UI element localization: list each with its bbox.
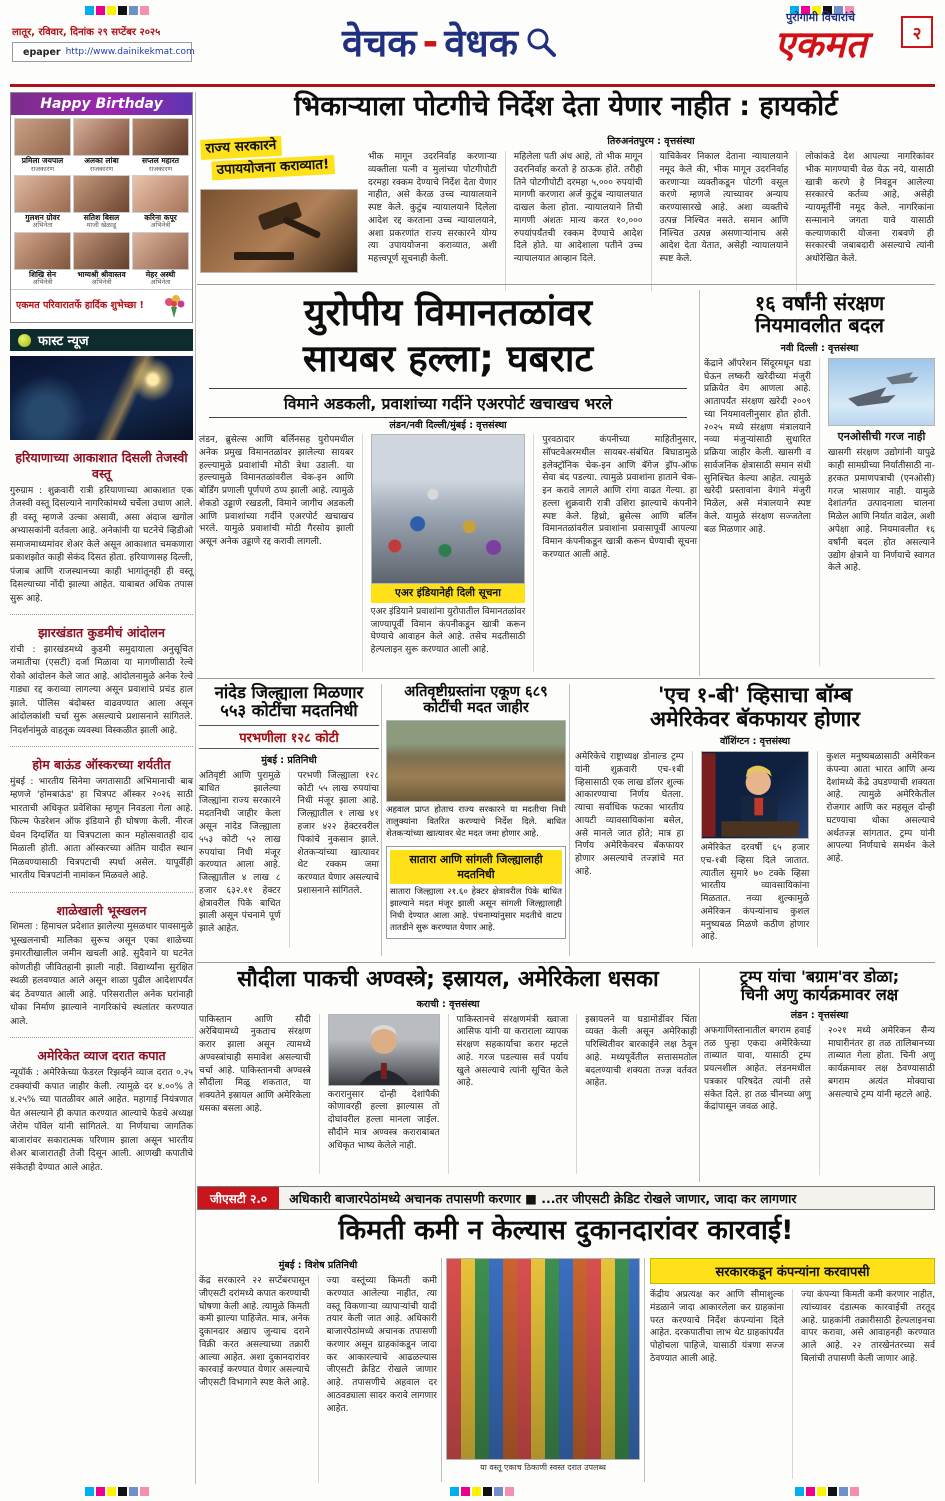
birthday-cell	[14, 175, 71, 230]
article6-column: कुशल मनुष्यबळासाठी अमेरिकन कंपन्या आता भारत आणि अन्य देशांमध्ये केंद्रे उघडण्याची शक्यता आहे. त्यामुळे अमेरिकेतील रोजगार आणि कर महसूल दोन्ही घटण्याचा धोका असल्याचे अर्थतज्ज्ञ सांगतात. ट्रम्प यांनी आपल्या निर्णयाचे समर्थन केले आहे.	[817, 751, 935, 947]
birthday-name: सतिश बिसल	[83, 212, 120, 222]
fast-news-item	[10, 625, 193, 747]
birthday-role: अभिनेत्री	[150, 221, 171, 230]
birthday-role: अभिनेता	[32, 221, 53, 230]
article6-headline-line2: अमेरिकेवर बॅकफायर होणार	[650, 706, 860, 731]
header-rule	[10, 84, 935, 87]
flood-photo	[386, 720, 566, 802]
birthday-cell	[132, 175, 189, 230]
airport-crowd-photo	[371, 434, 526, 584]
article2-column: पुरवठादार कंपनीच्या माहितीनुसार, सॉफ्टवेअरमधील सायबर-संबंधित बिघाडामुळे इलेक्ट्रॉनिक चेक-इन आणि बॅगेज ड्रॉप-ऑफ सेवा बंद पडल्या. त्यामुळे प्रवाशांना हाताने चेक-इन करावे लागले आणि रांगा वाढत गेल्या. हा हल्ला शुक्रवारी रात्री उशिरा झाल्याचे कंपनीने स्पष्ट केले. हिथ्रो, ब्रुसेल्स आणि बर्लिन विमानतळांवरील प्रवाशांना प्रवासापूर्वी आपल्या विमान कंपनीकडून खात्री करून घेण्याची सूचना करण्यात आली आहे.	[533, 434, 697, 672]
page-number: २	[901, 16, 933, 48]
birthday-name: प्रमिला जयपाल	[21, 156, 64, 165]
fast-news-item	[10, 1048, 193, 1183]
fast-news-headline: हरियाणाच्या आकाशात दिसली तेजस्वी वस्तू	[15, 450, 188, 481]
birthday-photo	[73, 175, 130, 213]
section-rule	[197, 284, 935, 285]
article2-headline-line1: युरोपीय विमानतळांवर	[303, 291, 592, 334]
article1-promo	[200, 138, 358, 273]
fast-news-item	[10, 903, 193, 1039]
gst-label: जीएसटी २.०	[198, 1187, 279, 1209]
gavel-photo	[200, 189, 358, 273]
article2-dateline: लंडन/नवी दिल्ली/मुंबई : वृत्तसंस्था	[389, 420, 507, 431]
article7-column: पाकिस्तानचे संरक्षणमंत्री ख्वाजा आसिफ यांनी या कराराला व्यापक संरक्षण सहकार्याचा करार म्हटले आहे. गरज पडल्यास सर्व पर्याय खुले असल्याचे त्यांनी सूचित केले आहे.	[448, 1014, 569, 1174]
article1-highlight-line2: उपाययोजना कराव्यात!	[211, 155, 334, 181]
birthday-name: शिखि सेन	[29, 269, 56, 279]
article7	[199, 968, 697, 1174]
birthday-box	[10, 92, 193, 323]
article8-headline-line1: ट्रम्प यांचा 'बग्राम'वर डोळा;	[739, 967, 900, 986]
article2-deck: विमाने अडकली, प्रवाशांच्या गर्दीने एअरपोर्ट खचाखच भरले	[209, 388, 687, 418]
color-registration-strip	[85, 1487, 149, 1496]
fast-news-body: शिमला : हिमाचल प्रदेशात झालेल्या मुसळधार पावसामुळे भूस्खलनाची मालिका सुरूच असून एका शाळेच्या इमारतीखालील जमीन खचली आहे. सुदैवाने या घटनेत कोणतीही जीवितहानी झाली नाही. विद्यार्थ्यांना सुरक्षित स्थळी हलवण्यात आले असून शाळा पुढील आदेशापर्यंत बंद ठेवण्यात आली आहे. परिसरातील अनेक घरांनाही धोका निर्माण झाल्याने नागरिकांचे स्थलांतर करण्यात आले.	[10, 922, 193, 1027]
supermarket-photo	[446, 1258, 640, 1460]
article2-headline-line2: सायबर हल्ला; घबराट	[302, 337, 594, 380]
article9-column: केंद्रीय अप्रत्यक्ष कर आणि सीमाशुल्क मंडळाने जादा आकारलेला कर ग्राहकांना परत करण्याचे निर्देश कंपन्यांना दिले आहेत. दरकपातीचा लाभ थेट ग्राहकांपर्यंत पोहोचला पाहिजे, यासाठी यंत्रणा सज्ज ठेवण्यात आली आहे.	[650, 1290, 784, 1364]
birthday-photo	[132, 232, 189, 270]
fast-news-item	[10, 757, 193, 893]
birthday-name: सप्तल महारत	[141, 156, 180, 165]
article6	[575, 684, 935, 947]
color-registration-strip	[85, 6, 149, 15]
article7-image-column	[319, 1014, 440, 1174]
gavel-icon	[201, 190, 357, 272]
gst-strip	[197, 1186, 935, 1210]
satara-box	[386, 846, 566, 939]
person-at-desk-icon	[702, 752, 809, 838]
article8	[704, 968, 935, 1175]
article6-column: अमेरिकेचे राष्ट्राध्यक्ष डोनाल्ड ट्रम्प यांनी शुक्रवारी एच-१बी व्हिसासाठी एक लाख डॉलर शुल्क आकारण्याचा निर्णय घेतला. त्याचा सर्वाधिक फटका भारतीय आयटी व्यावसायिकांना बसेल, असे मानले जात होते; मात्र हा निर्णय अमेरिकेवरच बॅकफायर होणार असल्याचे तज्ज्ञांचे मत आहे.	[575, 752, 684, 877]
section-rule	[197, 678, 935, 679]
birthday-name: भाग्यश्री श्रीवास्तव	[77, 269, 126, 279]
edition-date-line: लातूर, रविवार, दिनांक २९ सप्टेंबर २०२५	[12, 27, 161, 38]
birthday-name: गुलशन ग्रोवर	[25, 212, 60, 222]
section-title-left: वेचक	[342, 21, 417, 65]
article8-column: २०२१ मध्ये अमेरिकन सैन्य माघारीनंतर हा तळ तालिबानच्या ताब्यात गेला होता. चिनी अणु कार्यक्रमावर लक्ष ठेवण्यासाठी बगराम अत्यंत मोक्याचा असल्याचे ट्रम्प यांनी म्हटले आहे.	[819, 1025, 935, 1175]
color-registration-strip	[795, 1487, 859, 1496]
birthday-role: राजकारण	[148, 164, 173, 173]
fast-news-headline: झारखंडात कुडमीचं आंदोलन	[38, 625, 165, 641]
birthday-photo	[73, 232, 130, 270]
fighter-jet-photo	[828, 358, 935, 426]
column-divider	[699, 290, 700, 676]
brand-name: एकमत	[774, 22, 867, 66]
flower-bouquet-icon	[161, 293, 187, 319]
article3-headline-line2: नियमावलीत बदल	[755, 313, 884, 338]
article8-dateline: लंडन : वृत्तसंस्था	[790, 1009, 849, 1021]
birthday-cell	[73, 175, 130, 230]
fast-news-body: मुंबई : भारतीय सिनेमा जगतासाठी अभिमानाची बाब म्हणजे 'होमबाऊंड' हा चित्रपट ऑस्कर २०२६ साठी भारताची अधिकृत प्रवेशिका म्हणून निवडला गेला आहे. फिल्म फेडरेशन ऑफ इंडियाने ही घोषणा केली. नीरज घेवन दिग्दर्शित या चित्रपटाला कान महोत्सवातही दाद मिळाली होती. आता ऑस्करच्या अंतिम यादीत स्थान मिळवण्यासाठी चित्रपटाची स्पर्धा असेल. यापूर्वीही भारतीय चित्रपटांनी नामांकन मिळवले आहे.	[10, 776, 193, 882]
column-divider	[699, 968, 700, 1182]
birthday-photo	[14, 118, 71, 156]
fast-news-item	[10, 450, 193, 615]
article9-headline: किमती कमी न केल्यास दुकानदारांवर कारवाई!	[338, 1215, 794, 1246]
article4-headline-line1: नांदेड जिल्ह्याला मिळणार	[214, 683, 364, 702]
article4	[199, 684, 379, 948]
trump-photo	[701, 751, 810, 839]
refund-box-headline: सरकारकडून कंपन्यांना करवापसी	[650, 1258, 935, 1284]
fast-news-headline: शाळेखाली भूस्खलन	[56, 902, 147, 918]
magnifier-icon	[524, 25, 558, 59]
article7-dateline: कराची : वृत्तसंस्था	[416, 998, 480, 1010]
birthday-footer	[11, 289, 192, 322]
article2-image-column	[362, 434, 526, 672]
fast-news-body: गुरुग्राम : शुक्रवारी रात्री हरियाणाच्या आकाशात एक तेजस्वी वस्तू दिसल्याने नागरिकांमध्ये चर्चेला उधाण आले. ही वस्तू म्हणजे उल्का असावी, असा अंदाज खगोल अभ्यासकांनी वर्तवला आहे. अनेकांनी या घटनेचे व्हिडीओ समाजमाध्यमांवर शेअर केले असून आकाशात चमकणारा प्रकाशझोत काही सेकंद दिसत होता. हरियाणासह दिल्ली, पंजाब आणि राजस्थानच्या काही भागांतूनही ही वस्तू दिसल्याच्या नोंदी झाल्या आहेत. याबाबत अधिक तपास सुरू आहे.	[10, 485, 193, 604]
article2-body	[199, 434, 697, 672]
article6-column: अमेरिकेत दरवर्षी ६५ हजार एच-१बी व्हिसा दिले जातात. त्यातील सुमारे ७० टक्के व्हिसा भारतीय व्यावसायिकांना मिळतात. नव्या शुल्कामुळे अमेरिकन कंपन्यांनाच कुशल मनुष्यबळ मिळणे कठीण होणार आहे.	[700, 843, 810, 943]
article1-body	[368, 134, 934, 291]
article3-column: केंद्राने ऑपरेशन सिंदूरमधून धडा घेऊन लष्करी खरेदीच्या मंजुरी प्रक्रियेत वेग आणला आहे. आतापर्यंत संरक्षण खरेदी २००९ च्या नियमावलीनुसार होत होती. २०२५ मध्ये संरक्षण मंत्रालयाने नव्या मंजुऱ्यांसाठी सुधारित प्रक्रिया जाहीर केली. खासगी व सार्वजनिक क्षेत्रासाठी समान संधी सुनिश्चित केल्या आहेत. त्यामुळे खरेदी प्रस्तावांना वेगाने मंजुरी मिळेल, असे मंत्रालयाने स्पष्ट केले. यामुळे संरक्षण सज्जतेला बळ मिळणार आहे.	[704, 358, 811, 535]
birthday-grid	[11, 115, 192, 289]
birthday-name: मेहर अस्थी	[145, 269, 176, 279]
birthday-cell	[132, 118, 189, 173]
article9-column: केंद्र सरकारने २२ सप्टेंबरपासून जीएसटी दरांमध्ये कपात करण्याची घोषणा केली आहे. त्यामुळे किमती कमी झाल्या पाहिजेत. मात्र, अनेक दुकानदार अद्याप जुन्याच दराने विक्री करत असल्याच्या तक्रारी आल्या आहेत. अशा दुकानदारांवर कारवाई करण्यात येणार असल्याचे जीएसटी विभागाने स्पष्ट केले आहे.	[199, 1276, 310, 1389]
article8-headline-line2: चिनी अणु कार्यक्रमावर लक्ष	[740, 984, 899, 1004]
fast-news-title: फास्ट न्यूज	[38, 334, 89, 350]
article5-body: अहवाल प्राप्त होताच राज्य सरकारने या मदतीचा निधी तालुक्यांना वितरित करण्याचे निर्देश दिले. बाधित शेतकऱ्यांच्या खात्यावर थेट मदत जमा होणार आहे.	[386, 805, 566, 840]
section-rule	[197, 962, 935, 963]
sidebar	[10, 92, 193, 1183]
birthday-role: माजी खेळाडू	[86, 221, 117, 230]
article9-photo-block	[446, 1258, 640, 1473]
birthday-greeting: एकमत परिवारातर्फे हार्दिक शुभेच्छा !	[16, 300, 144, 312]
article1-headline: भिकाऱ्याला पोटगीचे निर्देश देता येणार नाहीत : हायकोर्ट	[294, 91, 838, 122]
fast-news-icon	[18, 334, 31, 347]
article1-column: याचिकेवर निकाल देताना न्यायालयाने नमूद केले की, भीक मागून उदरनिर्वाह करणाऱ्या व्यक्तीकडून पोटगी वसूल करणे म्हणजे त्याच्यावर अन्याय करण्यासारखे आहे. अशा व्यक्तीचे उत्पन्न निश्चित नसते. समान आणि निश्चित उत्पन्न असणाऱ्यांनाच असे आदेश देता येतात, असेही न्यायालयाने स्पष्ट केले.	[651, 151, 789, 291]
masthead-brand-block	[748, 10, 893, 64]
article7-column: करारानुसार दोन्ही देशांपैकी कोणावरही हल्ला झाल्यास तो दोघांवरील हल्ला मानला जाईल. सौदीने मात्र अण्वस्त्र कराराबाबत अधिकृत भाष्य केलेले नाही.	[327, 1089, 440, 1151]
article8-column: अफगाणिस्तानातील बगराम हवाई तळ पुन्हा एकदा अमेरिकेच्या ताब्यात यावा, यासाठी ट्रम्प प्रयत्नशील आहेत. लंडनमधील पत्रकार परिषदेत त्यांनी तसे संकेत दिले. हा तळ चीनच्या अणु केंद्रांपासून जवळ आहे.	[704, 1025, 811, 1113]
article7-column: इस्रायलने या घडामोडींवर चिंता व्यक्त केली असून अमेरिकाही परिस्थितीवर बारकाईने लक्ष ठेवून आहे. मध्यपूर्वेतील सत्तासमतोल बदलण्याची शक्यता तज्ज्ञ वर्तवत आहेत.	[576, 1014, 697, 1174]
gst-strip-text: अधिकारी बाजारपेठांमध्ये अचानक तपासणी करणार ■ ...तर जीएसटी क्रेडिट रोखले जाणार, जादा कर लागणार	[289, 1190, 797, 1206]
article2-photo-caption: एअर इंडियानेही दिली सूचना	[371, 584, 526, 603]
birthday-cell	[73, 118, 130, 173]
section-title-right: वेधक	[444, 21, 518, 65]
article5-headline: अतिवृष्टीग्रस्तांना एकूण ६८९ कोटींची मदत जाहीर	[404, 684, 548, 717]
brand-tagline: पुरोगामी विचारांचे	[785, 11, 856, 24]
article9-left	[199, 1258, 437, 1483]
sidebar-divider	[195, 92, 196, 1484]
article6-image-column	[692, 751, 810, 947]
birthday-role: अभिनेत्री	[91, 278, 112, 287]
birthday-name: अलका लांबा	[84, 156, 119, 165]
defence-minister-photo	[328, 1014, 440, 1086]
article3-dateline: नवी दिल्ली : वृत्तसंस्था	[780, 342, 859, 354]
birthday-photo	[132, 175, 189, 213]
article3-headline-line1: १६ वर्षांनी संरक्षण	[754, 291, 885, 315]
birthday-photo	[73, 118, 130, 156]
birthday-photo	[132, 118, 189, 156]
birthday-photo	[14, 175, 71, 213]
birthday-role: अभिनेता	[150, 278, 171, 287]
article7-headline: सौदीला पाकची अण्वस्त्रे; इस्रायल, अमेरिकेला धसका	[237, 967, 659, 992]
article6-dateline: वॉशिंग्टन : वृत्तसंस्था	[719, 736, 791, 748]
article1-column: लोकांकडे देश आपल्या नागरिकांवर भीक मागण्याची वेळ येऊ नये, यासाठी खात्री करणे हे निवडून आलेल्या सरकारचे कर्तव्य आहे, असेही न्यायमूर्तींनी नमूद केले. नागरिकांना सन्मानाने जगता यावे यासाठी कल्याणकारी योजना राबवणे ही सरकारची जबाबदारी असल्याचे त्यांनी अधोरेखित केले.	[796, 151, 934, 291]
birthday-cell	[73, 232, 130, 287]
epaper-label: epaper	[23, 46, 61, 58]
fast-news-body: न्यूयॉर्क : अमेरिकेच्या फेडरल रिझर्व्हने व्याज दरात ०.२५ टक्क्यांची कपात जाहीर केली. त्यामुळे दर ४.००% ते ४.२५% च्या पातळीवर आले आहेत. महागाई नियंत्रणात येत असल्याने ही कपात करण्यात आल्याचे फेडचे अध्यक्ष जेरोम पॉवेल यांनी सांगितले. या निर्णयाचा जागतिक बाजारांवर सकारात्मक परिणाम झाला असून भारतीय शेअर बाजारातही तेजी दिसून आली. आणखी कपातीचे संकेतही देण्यात आले आहेत.	[10, 1068, 193, 1173]
article9-column: ज्या कंपन्या किमती कमी करणार नाहीत, त्यांच्यावर दंडात्मक कारवाईची तरतूद आहे. ग्राहकांनी तक्रारीसाठी हेल्पलाइनचा वापर करावा, असे आवाहनही करण्यात आले आहे. २२ तारखेनंतरच्या सर्व बिलांची तपासणी केली जाणार आहे.	[792, 1289, 935, 1479]
article7-column: पाकिस्तान आणि सौदी अरेबियामध्ये नुकताच संरक्षण करार झाला असून त्यामध्ये अण्वस्त्रांचाही समावेश असल्याची चर्चा आहे. पाकिस्तानची अण्वस्त्रे सौदीला मिळू शकतात, या शक्यतेने इस्रायल आणि अमेरिकेला धसका बसला आहे.	[199, 1014, 311, 1114]
comet-photo	[10, 356, 193, 440]
article1-column: महिलेला पती अंध आहे, तो भीक मागून उदरनिर्वाह करतो हे ठाऊक होते. तरीही तिने पोटगीपोटी दरमहा ५,००० रुपयांची मागणी करणारा अर्ज कुटुंब न्यायालयात दाखल केला होता. न्यायालयाने तिची मागणी अंशतः मान्य करत १०,००० रुपयांपर्यंतची रक्कम देण्याचे आदेश दिले होते. या आदेशाला पतीने उच्च न्यायालयात आव्हान दिले.	[505, 151, 643, 291]
birthday-cell	[14, 118, 71, 173]
birthday-photo	[14, 232, 71, 270]
article9-column: ज्या वस्तूंच्या किमती कमी करण्यात आलेल्या नाहीत, त्या वस्तू विकणाऱ्या व्यापाऱ्यांची यादी तयार केली जात आहे. अधिकारी बाजारपेठांमध्ये अचानक तपासणी करणार असून ग्राहकांकडून जादा कर आकारल्याचे आढळल्यास जीएसटी क्रेडिट रोखले जाणार आहे. तपासणीचे अहवाल दर आठवड्याला सादर करावे लागणार आहेत.	[318, 1275, 438, 1483]
fast-news-header	[10, 329, 193, 351]
birthday-role: राजकारण	[30, 164, 55, 173]
birthday-role: राजकारण	[89, 164, 114, 173]
article1-dateline: तिरुअनंतपुरम : वृत्तसंस्था	[607, 136, 695, 147]
birthday-title: Happy Birthday	[11, 93, 192, 115]
column-divider	[644, 1258, 645, 1482]
article3-image-column	[819, 358, 935, 666]
article1-highlight-line1: राज्य सरकारने	[200, 136, 282, 160]
article2-column: लंडन, ब्रुसेल्स आणि बर्लिनसह युरोपमधील अनेक प्रमुख विमानतळांवर झालेल्या सायबर हल्ल्यामुळे प्रवाशांची मोठी त्रेधा उडाली. या हल्ल्यामुळे विमानतळांवरील चेक-इन आणि बोर्डिंग प्रणाली पूर्णपणे ठप्प झाली आहे. त्यामुळे शेकडो उड्डाणे रखडली, विमाने जागीच अडकली आणि प्रवाशांच्या गर्दीने एअरपोर्ट खचाखच भरले. यामुळे प्रवाशांची मोठी गैरसोय झाली असून अनेक उड्डाणे रद्द करावी लागली.	[199, 435, 354, 548]
fast-news-headline: अमेरिकेत व्याज दरात कपात	[37, 1048, 166, 1064]
column-divider	[441, 1258, 442, 1482]
article9-photo-caption: या वस्तू एकाच ठिकाणी स्वस्त दरात उपलब्ध	[480, 1463, 606, 1472]
column-divider	[381, 684, 382, 956]
article9-dateline: मुंबई : विशेष प्रतिनिधी	[278, 1260, 358, 1271]
column-divider	[569, 684, 570, 956]
article4-column: परभणी जिल्ह्याला १२८ कोटी ५५ लाख रुपयांचा निधी मंजूर झाला आहे. जिल्ह्यातील १ लाख ४१ हजार ४२२ हेक्टरवरील पिकांचे नुकसान झाले. शेतकऱ्यांच्या खात्यावर थेट रक्कम जमा करण्यात येणार असल्याचे प्रशासनाने सांगितले.	[289, 770, 380, 948]
color-registration-strip	[450, 1487, 514, 1496]
article3-column: खासगी संरक्षण उद्योगांनी यापुढे काही सामग्रीच्या निर्यातीसाठी ना-हरकत प्रमाणपत्राची (एनओसी) गरज भासणार नाही. यामुळे देशांतर्गत उत्पादनाला चालना मिळेल आणि निर्यात वाढेल, अशी अपेक्षा आहे. नियमावलीत १६ वर्षांनी बदल होत असल्याने उद्योग क्षेत्राने या निर्णयाचे स्वागत केले आहे.	[828, 448, 935, 574]
article4-headline-line2: ५५३ कोटींचा मदतनिधी	[220, 701, 358, 721]
satara-box-body: सातारा जिल्ह्याला २१.६० हेक्टर क्षेत्रावरील पिके बाधित झाल्याने मदत मंजूर झाली असून सांगली जिल्ह्यालाही निधी देण्यात आला आहे. पंचनाम्यांनुसार मदतीचे वाटप तातडीने सुरू करण्यात येणार आहे.	[390, 887, 562, 933]
article5	[386, 684, 566, 939]
birthday-role: अभिनेत्री	[32, 278, 53, 287]
section-title-separator: -	[422, 20, 439, 64]
article9-right	[650, 1258, 935, 1479]
article2-column: एअर इंडियाने प्रवाशांना युरोपातील विमानतळांवर जाण्यापूर्वी विमान कंपनीकडून खात्री करून घेण्याचे आवाहन केले आहे. तसेच मदतीसाठी हेल्पलाइन सुरू करण्यात आली आहे.	[370, 606, 526, 656]
birthday-name: करिना कपूर	[144, 212, 177, 222]
epaper-url-link[interactable]: http://www.dainikekmat.com	[65, 47, 195, 57]
article1-highlight	[200, 130, 360, 181]
epaper-box	[12, 42, 195, 62]
article3	[704, 292, 935, 666]
jet-icon	[829, 359, 934, 425]
article1-column: भीक मागून उदरनिर्वाह करणाऱ्या व्यक्तीला पत्नी व मुलांच्या पोटगीपोटी दरमहा रक्कम देण्याचे निर्देश देता येणार नाहीत, असे केरळ उच्च न्यायालयाने स्पष्ट केले. कुटुंब न्यायालयाने दिलेला आदेश रद्द करताना उच्च न्यायालयाने, अशा प्रकरणांत राज्य सरकारने योग्य त्या उपाययोजना कराव्यात, अशी महत्त्वपूर्ण सूचनाही केली.	[368, 152, 497, 265]
fast-news-body: रांची : झारखंडमध्ये कुडमी समुदायाला अनुसूचित जमातीचा (एसटी) दर्जा मिळावा या मागणीसाठी रेल्वे रोको आंदोलन केले जात आहे. आंदोलनामुळे अनेक रेल्वे गाड्या रद्द कराव्या लागल्या असून प्रवाशांचे प्रचंड हाल झाले. पोलिस बंदोबस्त वाढवण्यात आला असून आंदोलकांशी चर्चा सुरू असल्याचे प्रशासनाने सांगितले. निदर्शनांमुळे वाहतूक व्यवस्था विस्कळीत झाली आहे.	[10, 644, 193, 736]
article4-column: अतिवृष्टी आणि पुरामुळे बाधित झालेल्या जिल्ह्यांना राज्य सरकारने मदतनिधी जाहीर केला असून नांदेड जिल्ह्याला ५५३ कोटी ५२ लाख रुपयांचा निधी मंजूर करण्यात आला आहे. जिल्ह्यातील ४ लाख ८ हजार ६३२.११ हेक्टर क्षेत्रावरील पिके बाधित झाली असून पंचनामे पूर्ण झाले आहेत.	[199, 770, 281, 935]
section-title	[250, 16, 650, 68]
article3-subhead: एनओसीची गरज नाही	[837, 429, 926, 443]
birthday-cell	[14, 232, 71, 287]
satara-box-headline: सातारा आणि सांगली जिल्ह्यालाही मदतनिधी	[390, 850, 562, 884]
fast-news-headline: होम बाऊंड ऑस्करच्या शर्यतीत	[32, 757, 171, 773]
birthday-cell	[132, 232, 189, 287]
person-portrait-icon	[329, 1015, 439, 1085]
article4-kicker: परभणीला १२८ कोटी	[199, 725, 379, 749]
article6-headline-line1: 'एच १-बी' व्हिसाचा बॉम्ब	[657, 683, 853, 707]
article4-dateline: मुंबई : प्रतिनिधी	[261, 754, 317, 766]
